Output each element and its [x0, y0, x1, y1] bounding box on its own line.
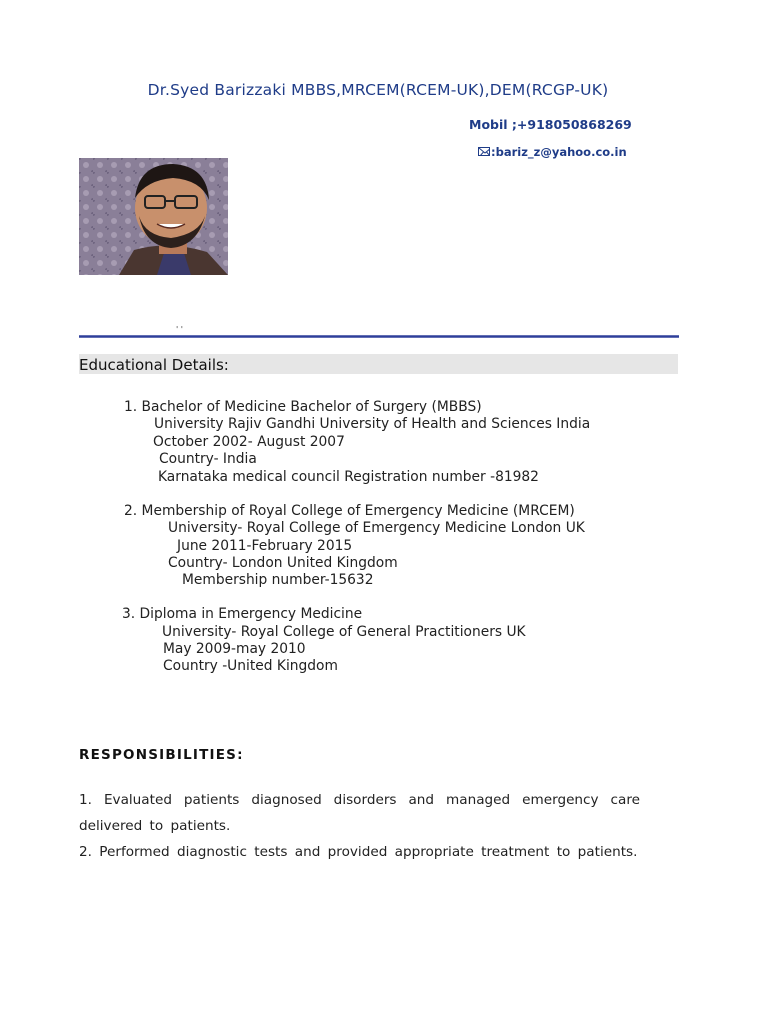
email-line: [478, 145, 627, 159]
header-divider: [79, 323, 679, 326]
profile-photo: [79, 158, 228, 275]
education-item-mrcem-university: University- Royal College of Emergency Medicine London UK: [168, 520, 585, 536]
responsibility-item: 1. Evaluated patients diagnosed disorders and managed emergency care delivered to patients.: [79, 792, 640, 834]
email-address: :bariz_z@yahoo.co.in: [491, 145, 627, 159]
education-item-dem-university: University- Royal College of General Practitioners UK: [162, 624, 526, 640]
education-item-dem-heading: 3. Diploma in Emergency Medicine: [122, 606, 363, 622]
education-item-mrcem-heading: 2. Membership of Royal College of Emergency Medicine (MRCEM): [124, 503, 575, 519]
education-title: Educational Details:: [79, 356, 229, 374]
education-item-mrcem-membership: Membership number-15632: [182, 572, 374, 588]
education-item-dem-dates: May 2009-may 2010: [163, 641, 306, 657]
envelope-icon: [478, 147, 490, 156]
education-item-mrcem-dates: June 2011-February 2015: [177, 538, 353, 554]
education-item-mbbs-heading: 1. Bachelor of Medicine Bachelor of Surgery (MBBS): [124, 399, 482, 415]
responsibility-item: 2. Performed diagnostic tests and provided appropriate treatment to patients.: [79, 844, 638, 860]
education-item-mbbs-dates: October 2002- August 2007: [153, 434, 345, 450]
education-item-mbbs-university: University Rajiv Gandhi University of Health and Sciences India: [154, 416, 591, 432]
mobile-number: Mobil ;+918050868269: [469, 117, 632, 132]
education-item-dem-country: Country -United Kingdom: [163, 658, 338, 674]
divider-marks: ' ': [176, 325, 183, 334]
education-item-mbbs-country: Country- India: [159, 451, 257, 467]
education-item-mrcem-country: Country- London United Kingdom: [168, 555, 398, 571]
candidate-name: Dr.Syed Barizzaki MBBS,MRCEM(RCEM-UK),DEM(RCGP-UK): [147, 81, 609, 99]
education-item-mbbs-registration: Karnataka medical council Registration number -81982: [158, 469, 539, 485]
responsibilities-title: RESPONSIBILITIES:: [79, 747, 244, 763]
